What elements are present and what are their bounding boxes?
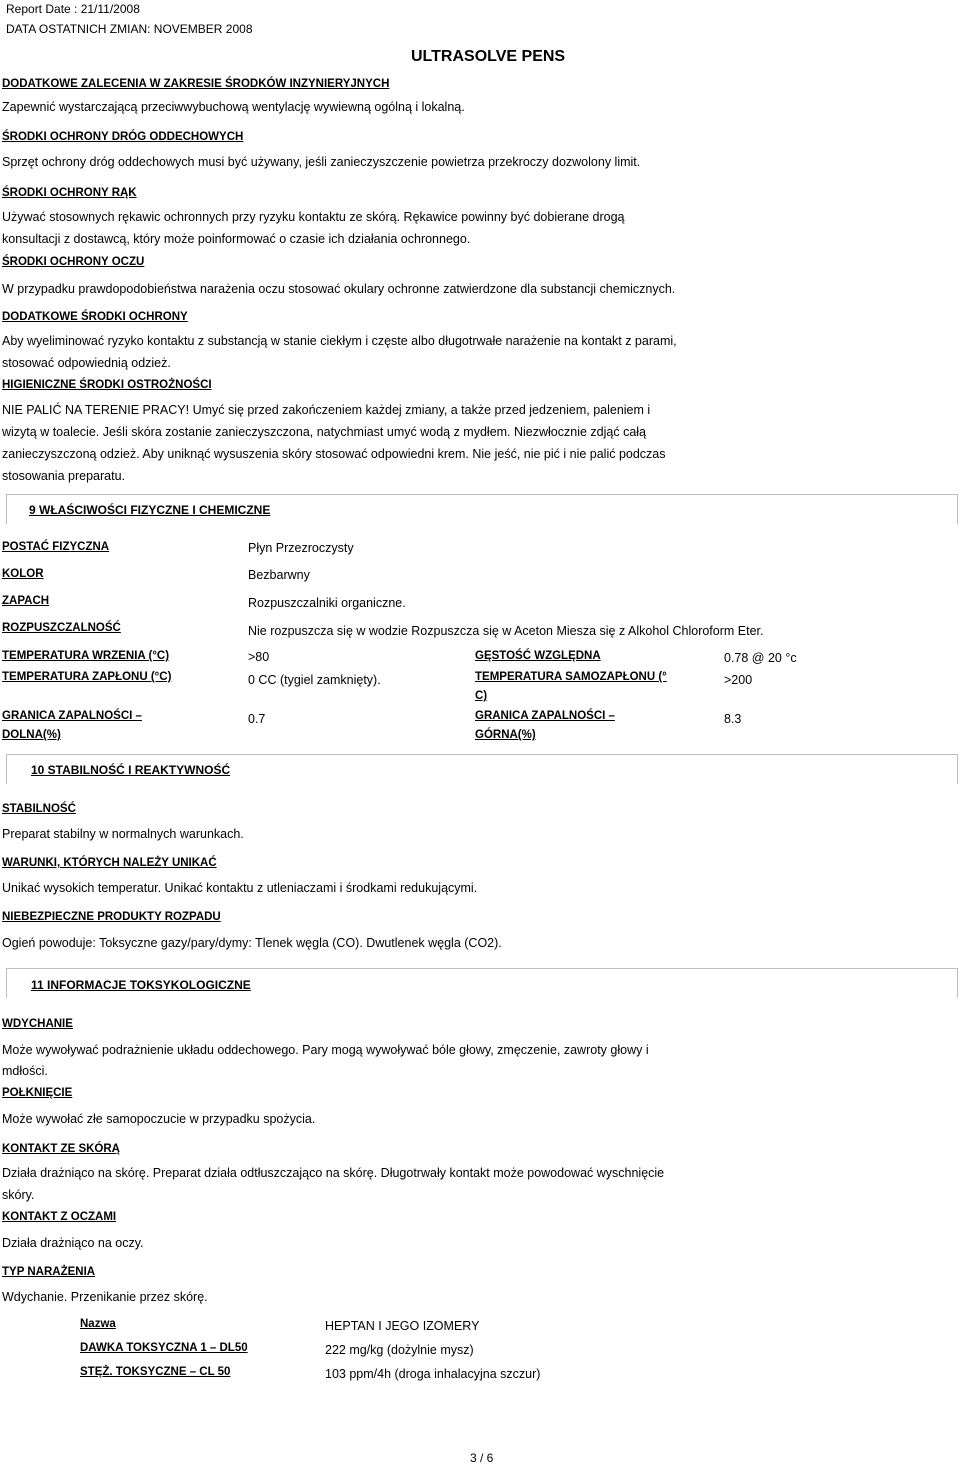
ingestion-heading: POŁKNIĘCIE [2, 1087, 73, 1099]
physical-form-label: POSTAĆ FIZYCZNA [2, 541, 110, 553]
conditions-text: Unikać wysokich temperatur. Unikać kontaktu z utleniaczami i środkami redukującymi. [2, 881, 478, 895]
lel-label-2: DOLNA(%) [2, 729, 61, 741]
decomposition-heading: NIEBEZPIECZNE PRODUKTY ROZPADU [2, 911, 221, 923]
hygiene-text-1: NIE PALIĆ NA TERENIE PRACY! Umyć się przed zakończeniem każdej zmiany, a także przed jedzeniem, paleniem i [2, 403, 651, 417]
lc50-label: STĘŻ. TOKSYCZNE – CL 50 [80, 1366, 231, 1378]
section-11-header [6, 968, 958, 998]
conditions-heading: WARUNKI, KTÓRYCH NALEŻY UNIKAĆ [2, 857, 217, 869]
hygiene-heading: HIGIENICZNE ŚRODKI OSTROŻNOŚCI [2, 379, 212, 391]
relative-density-label: GĘSTOŚĆ WZGLĘDNA [475, 650, 601, 662]
additional-text-1: Aby wyeliminować ryzyko kontaktu z substancją w stanie ciekłym i częste albo długotrwałe narażenie na kontakt z parami, [2, 334, 677, 348]
eye-text: W przypadku prawdopodobieństwa narażenia oczu stosować okulary ochronne zatwierdzone dla substancji chemicznych. [2, 282, 676, 296]
hand-text-2: konsultacji z dostawcą, który może poinformować o czasie ich działania ochronnego. [2, 232, 471, 246]
hygiene-text-3: zanieczyszczoną odzież. Aby uniknąć wysuszenia skóry stosować odpowiedni krem. Nie jeść, nie pić i nie palić podczas [2, 447, 666, 461]
hygiene-text-4: stosowania preparatu. [2, 469, 125, 483]
hand-heading: ŚRODKI OCHRONY RĄK [2, 187, 137, 199]
boiling-point-value: >80 [248, 650, 270, 664]
hygiene-text-2: wizytą w toalecie. Jeśli skóra zostanie zanieczyszczona, natychmiast umyć wodą z mydłem. Niezwłocznie zdjąć całą [2, 425, 647, 439]
uel-value: 8.3 [724, 712, 742, 726]
skin-contact-heading: KONTAKT ZE SKÓRĄ [2, 1143, 120, 1155]
exposure-route-heading: TYP NARAŻENIA [2, 1266, 96, 1278]
section-9-title: 9 WŁAŚCIWOŚCI FIZYCZNE I CHEMICZNE [29, 503, 271, 517]
solubility-label: ROZPUSZCZALNOŚĆ [2, 622, 121, 634]
odor-value: Rozpuszczalniki organiczne. [248, 596, 406, 610]
color-label: KOLOR [2, 568, 44, 580]
relative-density-value: 0.78 @ 20 °c [724, 651, 797, 665]
eye-contact-heading: KONTAKT Z OCZAMI [2, 1211, 117, 1223]
respiratory-text: Sprzęt ochrony dróg oddechowych musi być używany, jeśli zanieczyszczenie powietrza przekroczy dozwolony limit. [2, 155, 641, 169]
decomposition-text: Ogień powoduje: Toksyczne gazy/pary/dymy: Tlenek węgla (CO). Dwutlenek węgla (CO2). [2, 936, 502, 950]
section-10-title: 10 STABILNOŚĆ I REAKTYWNOŚĆ [31, 763, 231, 777]
flash-point-label: TEMPERATURA ZAPŁONU (°C) [2, 671, 172, 683]
lel-value: 0.7 [248, 712, 266, 726]
hand-text-1: Używać stosownych rękawic ochronnych przy ryzyku kontaktu ze skórą. Rękawice powinny być dobierane drogą [2, 210, 625, 224]
boiling-point-label: TEMPERATURA WRZENIA (°C) [2, 650, 170, 662]
substance-name-value: HEPTAN I JEGO IZOMERY [325, 1319, 480, 1333]
stability-heading: STABILNOŚĆ [2, 803, 76, 815]
physical-form-value: Płyn Przezroczysty [248, 541, 354, 555]
autoignition-label-1: TEMPERATURA SAMOZAPŁONU (° [475, 671, 667, 683]
uel-label-2: GÓRNA(%) [475, 729, 536, 741]
section-11-title: 11 INFORMACJE TOKSYKOLOGICZNE [31, 978, 251, 992]
autoignition-label-2: C) [475, 690, 488, 702]
inhalation-heading: WDYCHANIE [2, 1018, 73, 1030]
engineering-heading: DODATKOWE ZALECENIA W ZAKRESIE ŚRODKÓW INZYNIERYJNYCH [2, 78, 390, 90]
autoignition-value: >200 [724, 673, 753, 687]
section-10-header [6, 754, 958, 784]
page-number: 3 / 6 [470, 1451, 494, 1465]
report-date: Report Date : 21/11/2008 [6, 2, 140, 16]
engineering-text: Zapewnić wystarczającą przeciwwybuchową wentylację wywiewną ogólną i lokalną. [2, 100, 465, 114]
ld50-value: 222 mg/kg (dożylnie mysz) [325, 1343, 474, 1357]
additional-text-2: stosować odpowiednią odzież. [2, 356, 171, 370]
ingestion-text: Może wywołać złe samopoczucie w przypadku spożycia. [2, 1112, 316, 1126]
color-value: Bezbarwny [248, 568, 310, 582]
uel-label-1: GRANICA ZAPALNOŚCI – [475, 710, 615, 722]
revision-date: DATA OSTATNICH ZMIAN: NOVEMBER 2008 [6, 22, 253, 36]
odor-label: ZAPACH [2, 595, 50, 607]
section-9-header [6, 494, 958, 524]
eye-heading: ŚRODKI OCHRONY OCZU [2, 256, 145, 268]
flash-point-value: 0 CC (tygiel zamknięty). [248, 673, 381, 687]
respiratory-heading: ŚRODKI OCHRONY DRÓG ODDECHOWYCH [2, 131, 244, 143]
lel-label-1: GRANICA ZAPALNOŚCI – [2, 710, 142, 722]
ld50-label: DAWKA TOKSYCZNA 1 – DL50 [80, 1342, 248, 1354]
skin-contact-text-1: Działa drażniąco na skórę. Preparat działa odtłuszczająco na skórę. Długotrwały kontakt może powodować wyschnięcie [2, 1166, 665, 1180]
additional-heading: DODATKOWE ŚRODKI OCHRONY [2, 311, 188, 323]
skin-contact-text-2: skóry. [2, 1188, 35, 1202]
eye-contact-text: Działa drażniąco na oczy. [2, 1236, 144, 1250]
exposure-route-text: Wdychanie. Przenikanie przez skórę. [2, 1290, 208, 1304]
inhalation-text-1: Może wywoływać podrażnienie układu oddechowego. Pary mogą wywoływać bóle głowy, zmęczenie, zawroty głowy i [2, 1043, 649, 1057]
stability-text: Preparat stabilny w normalnych warunkach. [2, 827, 244, 841]
substance-name-label: Nazwa [80, 1318, 116, 1330]
product-name: ULTRASOLVE PENS [411, 48, 566, 65]
solubility-value: Nie rozpuszcza się w wodzie Rozpuszcza się w Aceton Miesza się z Alkohol Chloroform Eter. [248, 624, 764, 638]
inhalation-text-2: mdłości. [2, 1064, 48, 1078]
lc50-value: 103 ppm/4h (droga inhalacyjna szczur) [325, 1367, 541, 1381]
